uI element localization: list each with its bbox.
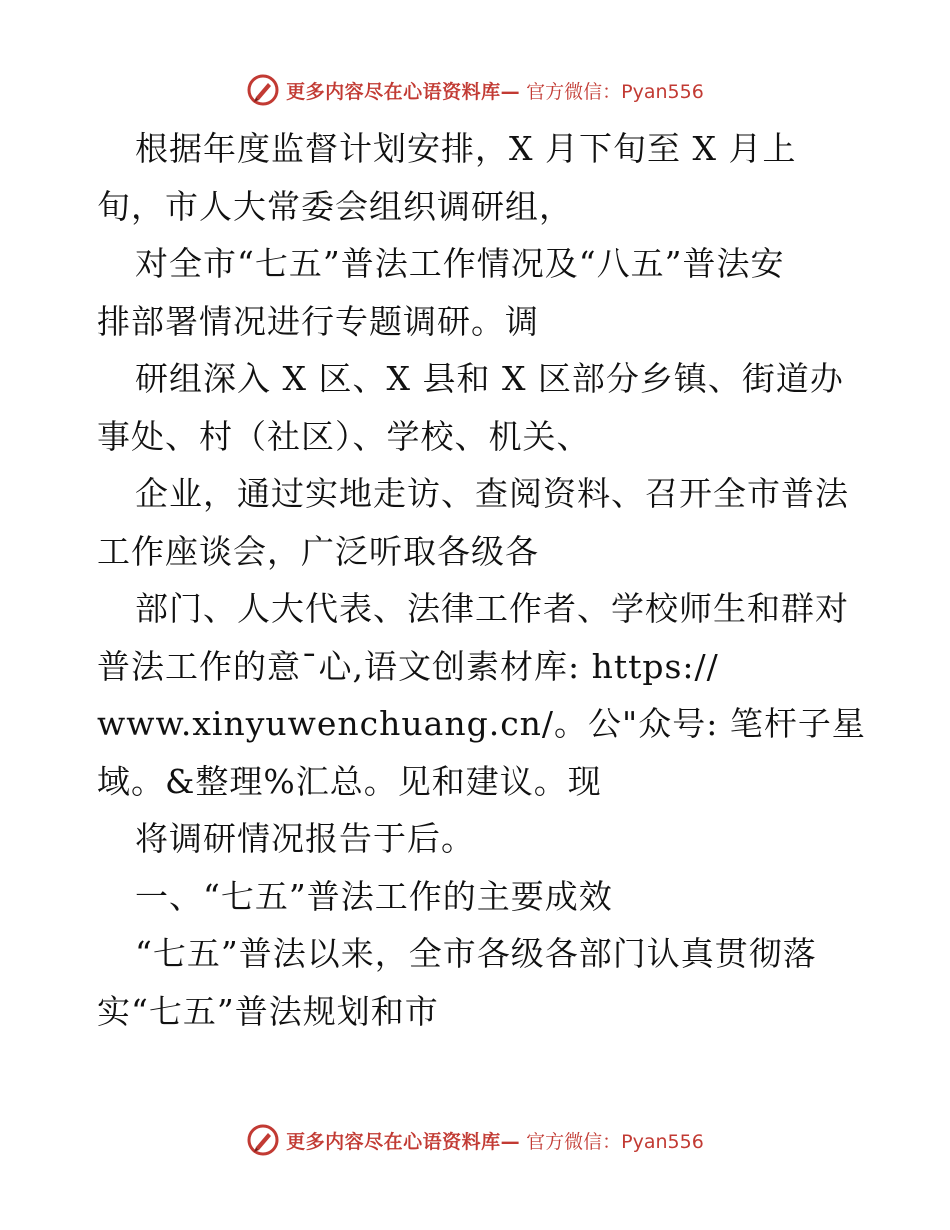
banner-text: 更多内容尽在心语资料库— — [286, 80, 521, 103]
section-heading: 一、“七五”普法工作的主要成效 — [135, 876, 613, 916]
text-line: 部门、人大代表、法律工作者、学校师生和群对 — [135, 589, 849, 628]
text-line: 域。&整理%汇总。见和建议。现 — [97, 761, 602, 801]
text-line: 根据年度监督计划安排，X 月下旬至 X 月上 — [135, 129, 797, 168]
text-line: 普法工作的意¯心,语文创素材库: https:// — [97, 646, 719, 686]
pen-logo-icon — [246, 1123, 280, 1157]
banner-text: 更多内容尽在心语资料库— — [286, 1130, 521, 1153]
text-line: 企业，通过实地走访、查阅资料、召开全市普法 — [135, 474, 849, 513]
text-line: 排部署情况进行专题调研。调 — [97, 301, 539, 341]
text-line: 研组深入 X 区、X 县和 X 区部分乡镇、街道办 — [135, 359, 844, 398]
text-line: 事处、村（社区）、学校、机关、 — [97, 416, 591, 456]
text-line: 实“七五”普法规划和市 — [97, 991, 439, 1031]
banner-wechat: 官方微信：Pyan556 — [526, 1130, 704, 1153]
document-body — [97, 120, 887, 1040]
text-line: “七五”普法以来，全市各级各部门认真贯彻落 — [135, 934, 817, 973]
pen-logo-icon — [246, 73, 280, 107]
text-line: 对全市“七五”普法工作情况及“八五”普法安 — [135, 244, 785, 283]
footer-banner — [0, 1120, 950, 1160]
text-line: www.xinyuwenchuang.cn/。公"众号: 笔杆子星 — [97, 704, 866, 743]
text-line: 工作座谈会，广泛听取各级各 — [97, 531, 539, 571]
header-banner — [0, 70, 950, 110]
banner-wechat: 官方微信：Pyan556 — [526, 80, 704, 103]
text-line: 旬，市人大常委会组织调研组， — [97, 186, 573, 226]
text-line: 将调研情况报告于后。 — [135, 819, 475, 858]
